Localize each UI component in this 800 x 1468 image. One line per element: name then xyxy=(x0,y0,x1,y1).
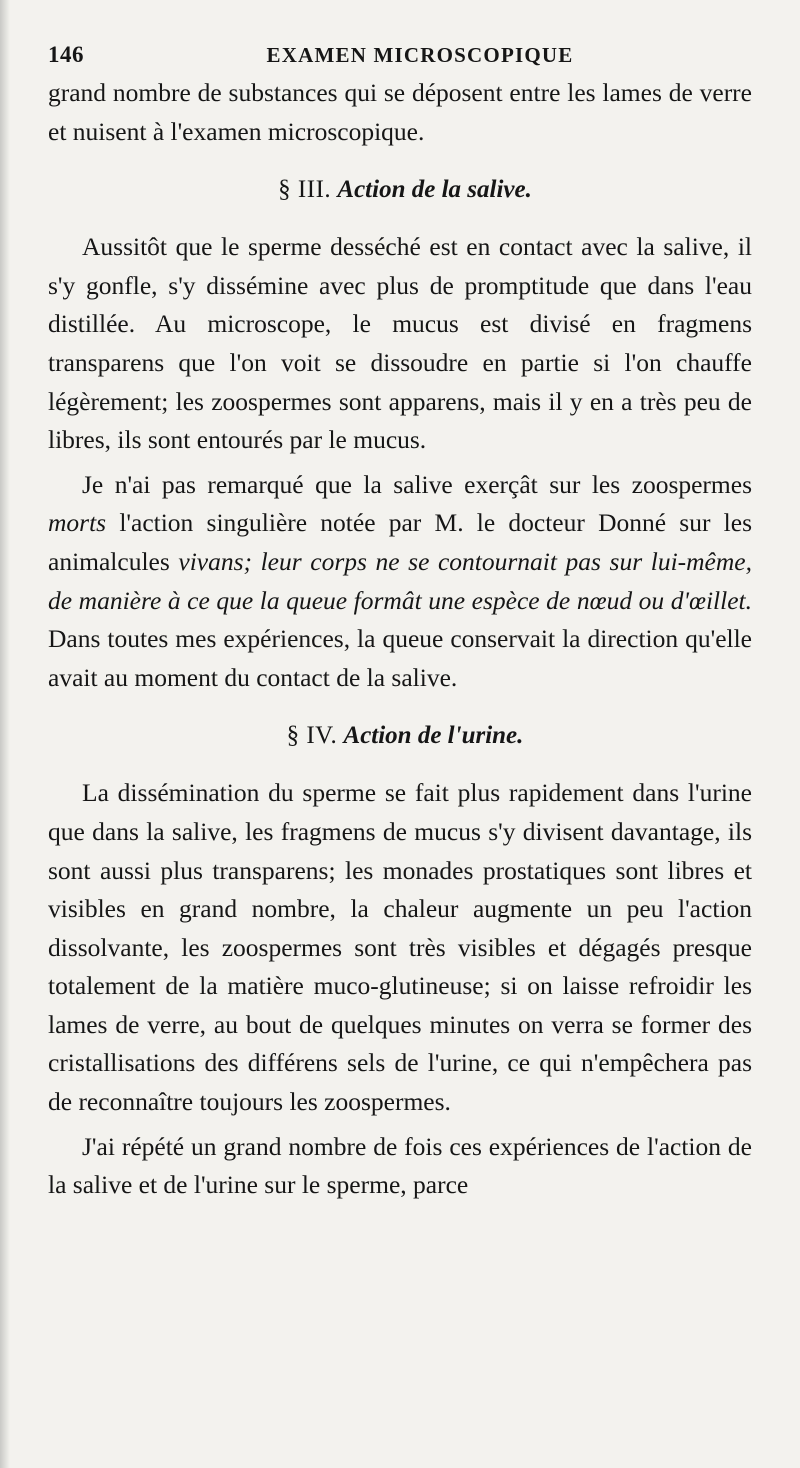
paragraph-donne xyxy=(48,466,752,698)
section-title: Action de la salive. xyxy=(337,176,532,204)
italic-run: morts xyxy=(48,508,107,538)
page-number: 146 xyxy=(48,42,84,67)
running-title: EXAMEN MICROSCOPIQUE xyxy=(266,43,574,67)
text-run: Je n'ai pas remarqué que la salive exerçât sur les zoospermes xyxy=(82,469,752,499)
text-run: Dans toutes mes expériences, la queue conservait la direction qu'elle avait au moment du contact de la salive. xyxy=(48,624,752,692)
section-heading-3 xyxy=(48,151,752,228)
section-title: Action de l'urine. xyxy=(343,722,524,750)
paragraph-urine: La dissémination du sperme se fait plus rapidement dans l'urine que dans la salive, les fragmens de mucus s'y divisent davantage, ils sont aussi plus transparens; les monades prostatiques sont libres et visibles en grand nombre, la chaleur augmente un peu l'action dissolvante, les zoospermes sont très visibles et dégagés presque totalement de la matière muco-glutineuse; si on laisse refroidir les lames de verre, au bout de quelques minutes on verra se former des cristallisations des différens sels de l'urine, ce qui n'empêchera pas de reconnaître toujours les zoospermes. xyxy=(48,778,752,1117)
text-run: l'action singulière notée par M. le docteur Donné sur les animalcules xyxy=(48,508,752,576)
paragraph-continuation: grand nombre de substances qui se déposent entre les lames de verre et nuisent à l'examen microscopique. xyxy=(48,78,752,146)
paragraph-repetition: J'ai répété un grand nombre de fois ces expériences de l'action de la salive et de l'urine sur le sperme, parce xyxy=(48,1131,752,1200)
section-number: § IV. xyxy=(286,722,338,750)
page-body xyxy=(48,74,752,1205)
section-number: § III. xyxy=(278,176,332,204)
italic-quote: vivans; leur corps ne se contournait pas sur lui-même, de manière à ce que la queue formât une espèce de nœud ou d'œillet. xyxy=(48,546,752,615)
paragraph-salive: Aussitôt que le sperme desséché est en contact avec la salive, il s'y gonfle, s'y dissémine avec plus de promptitude que dans l'eau distillée. Au microscope, le mucus est divisé en fragmens transparens que l'on voit se dissoudre en partie si l'on chauffe légèrement; les zoospermes sont apparens, mais il y en a très peu de libres, ils sont entourés par le mucus. xyxy=(48,232,752,455)
section-heading-4 xyxy=(48,697,752,774)
running-head xyxy=(48,34,752,74)
